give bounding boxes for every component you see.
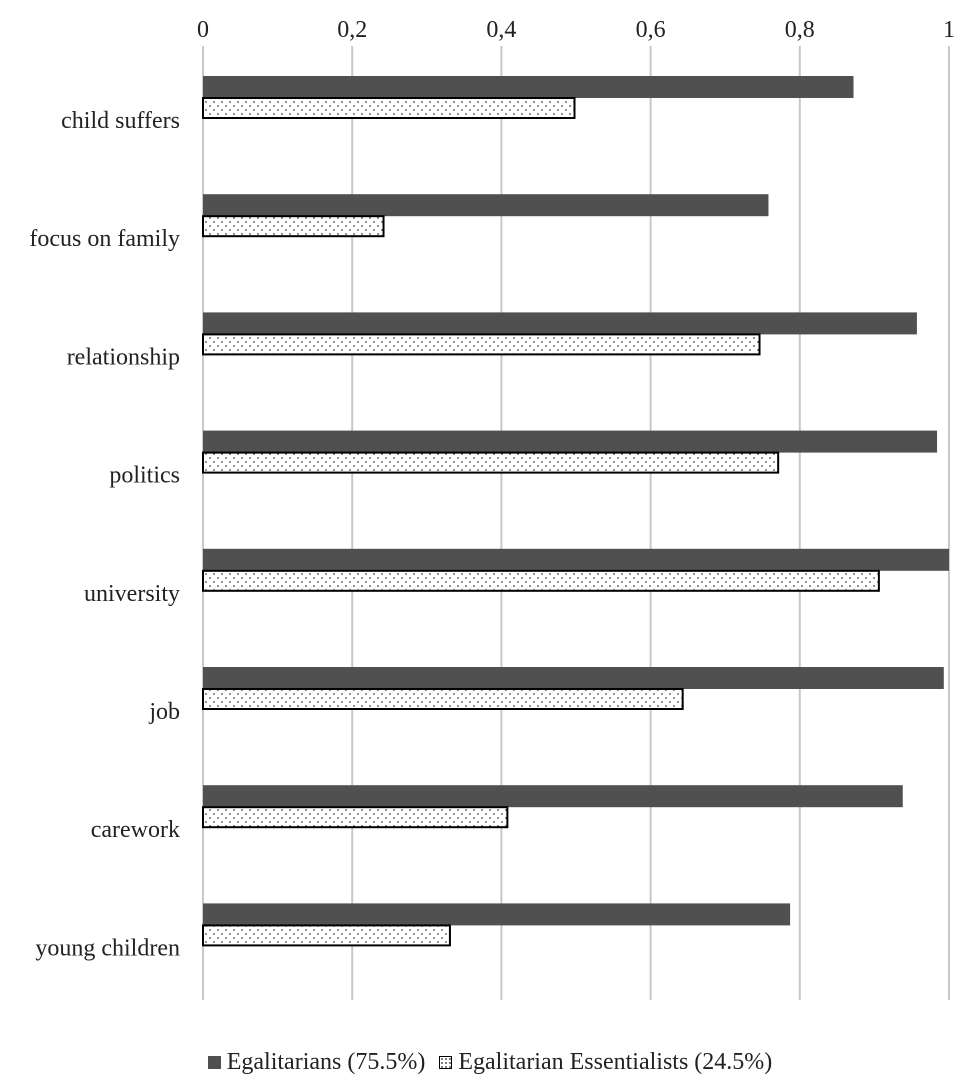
category-label-3: politics (109, 462, 180, 489)
category-label-7: young children (35, 935, 180, 962)
x-tick-label-3: 0,6 (635, 17, 666, 43)
bar-egalitarians-3 (203, 431, 937, 453)
x-tick-label-4: 0,8 (784, 17, 815, 43)
bar-egalitarians-1 (203, 194, 768, 216)
legend-swatch-dotted (439, 1056, 452, 1069)
bar-essentialists-5 (203, 689, 683, 709)
bar-essentialists-2 (203, 334, 760, 354)
bar-essentialists-1 (203, 216, 384, 236)
legend-item-essentialists (439, 1049, 772, 1076)
bar-egalitarians-5 (203, 667, 944, 689)
x-tick-label-1: 0,2 (337, 17, 368, 43)
bar-egalitarians-7 (203, 903, 790, 925)
x-tick-label-0: 0 (197, 17, 209, 43)
bar-egalitarians-2 (203, 312, 917, 334)
category-label-4: university (84, 580, 180, 607)
bar-egalitarians-4 (203, 549, 949, 571)
x-tick-label-2: 0,4 (486, 17, 517, 43)
legend-label-egalitarians: Egalitarians (75.5%) (226, 1048, 426, 1075)
bar-egalitarians-6 (203, 785, 903, 807)
category-label-5: job (149, 699, 180, 725)
category-label-6: carework (90, 817, 180, 844)
x-tick-label-5: 1 (943, 17, 955, 43)
legend (0, 1044, 980, 1080)
gridlines (203, 46, 949, 1000)
bar-egalitarians-0 (203, 76, 854, 98)
bars (203, 76, 949, 945)
legend-label-essentialists: Egalitarian Essentialists (24.5%) (458, 1048, 773, 1075)
bar-essentialists-6 (203, 807, 507, 827)
category-label-0: child suffers (61, 108, 180, 134)
category-label-2: relationship (66, 344, 180, 371)
category-label-1: focus on family (29, 226, 180, 253)
x-axis-ticks (197, 17, 955, 43)
category-labels (29, 108, 180, 961)
legend-item-egalitarians (208, 1049, 426, 1076)
bar-essentialists-4 (203, 571, 879, 591)
bar-essentialists-0 (203, 98, 575, 118)
bar-essentialists-3 (203, 453, 778, 473)
legend-swatch-solid (208, 1056, 221, 1069)
bar-essentialists-7 (203, 925, 450, 945)
